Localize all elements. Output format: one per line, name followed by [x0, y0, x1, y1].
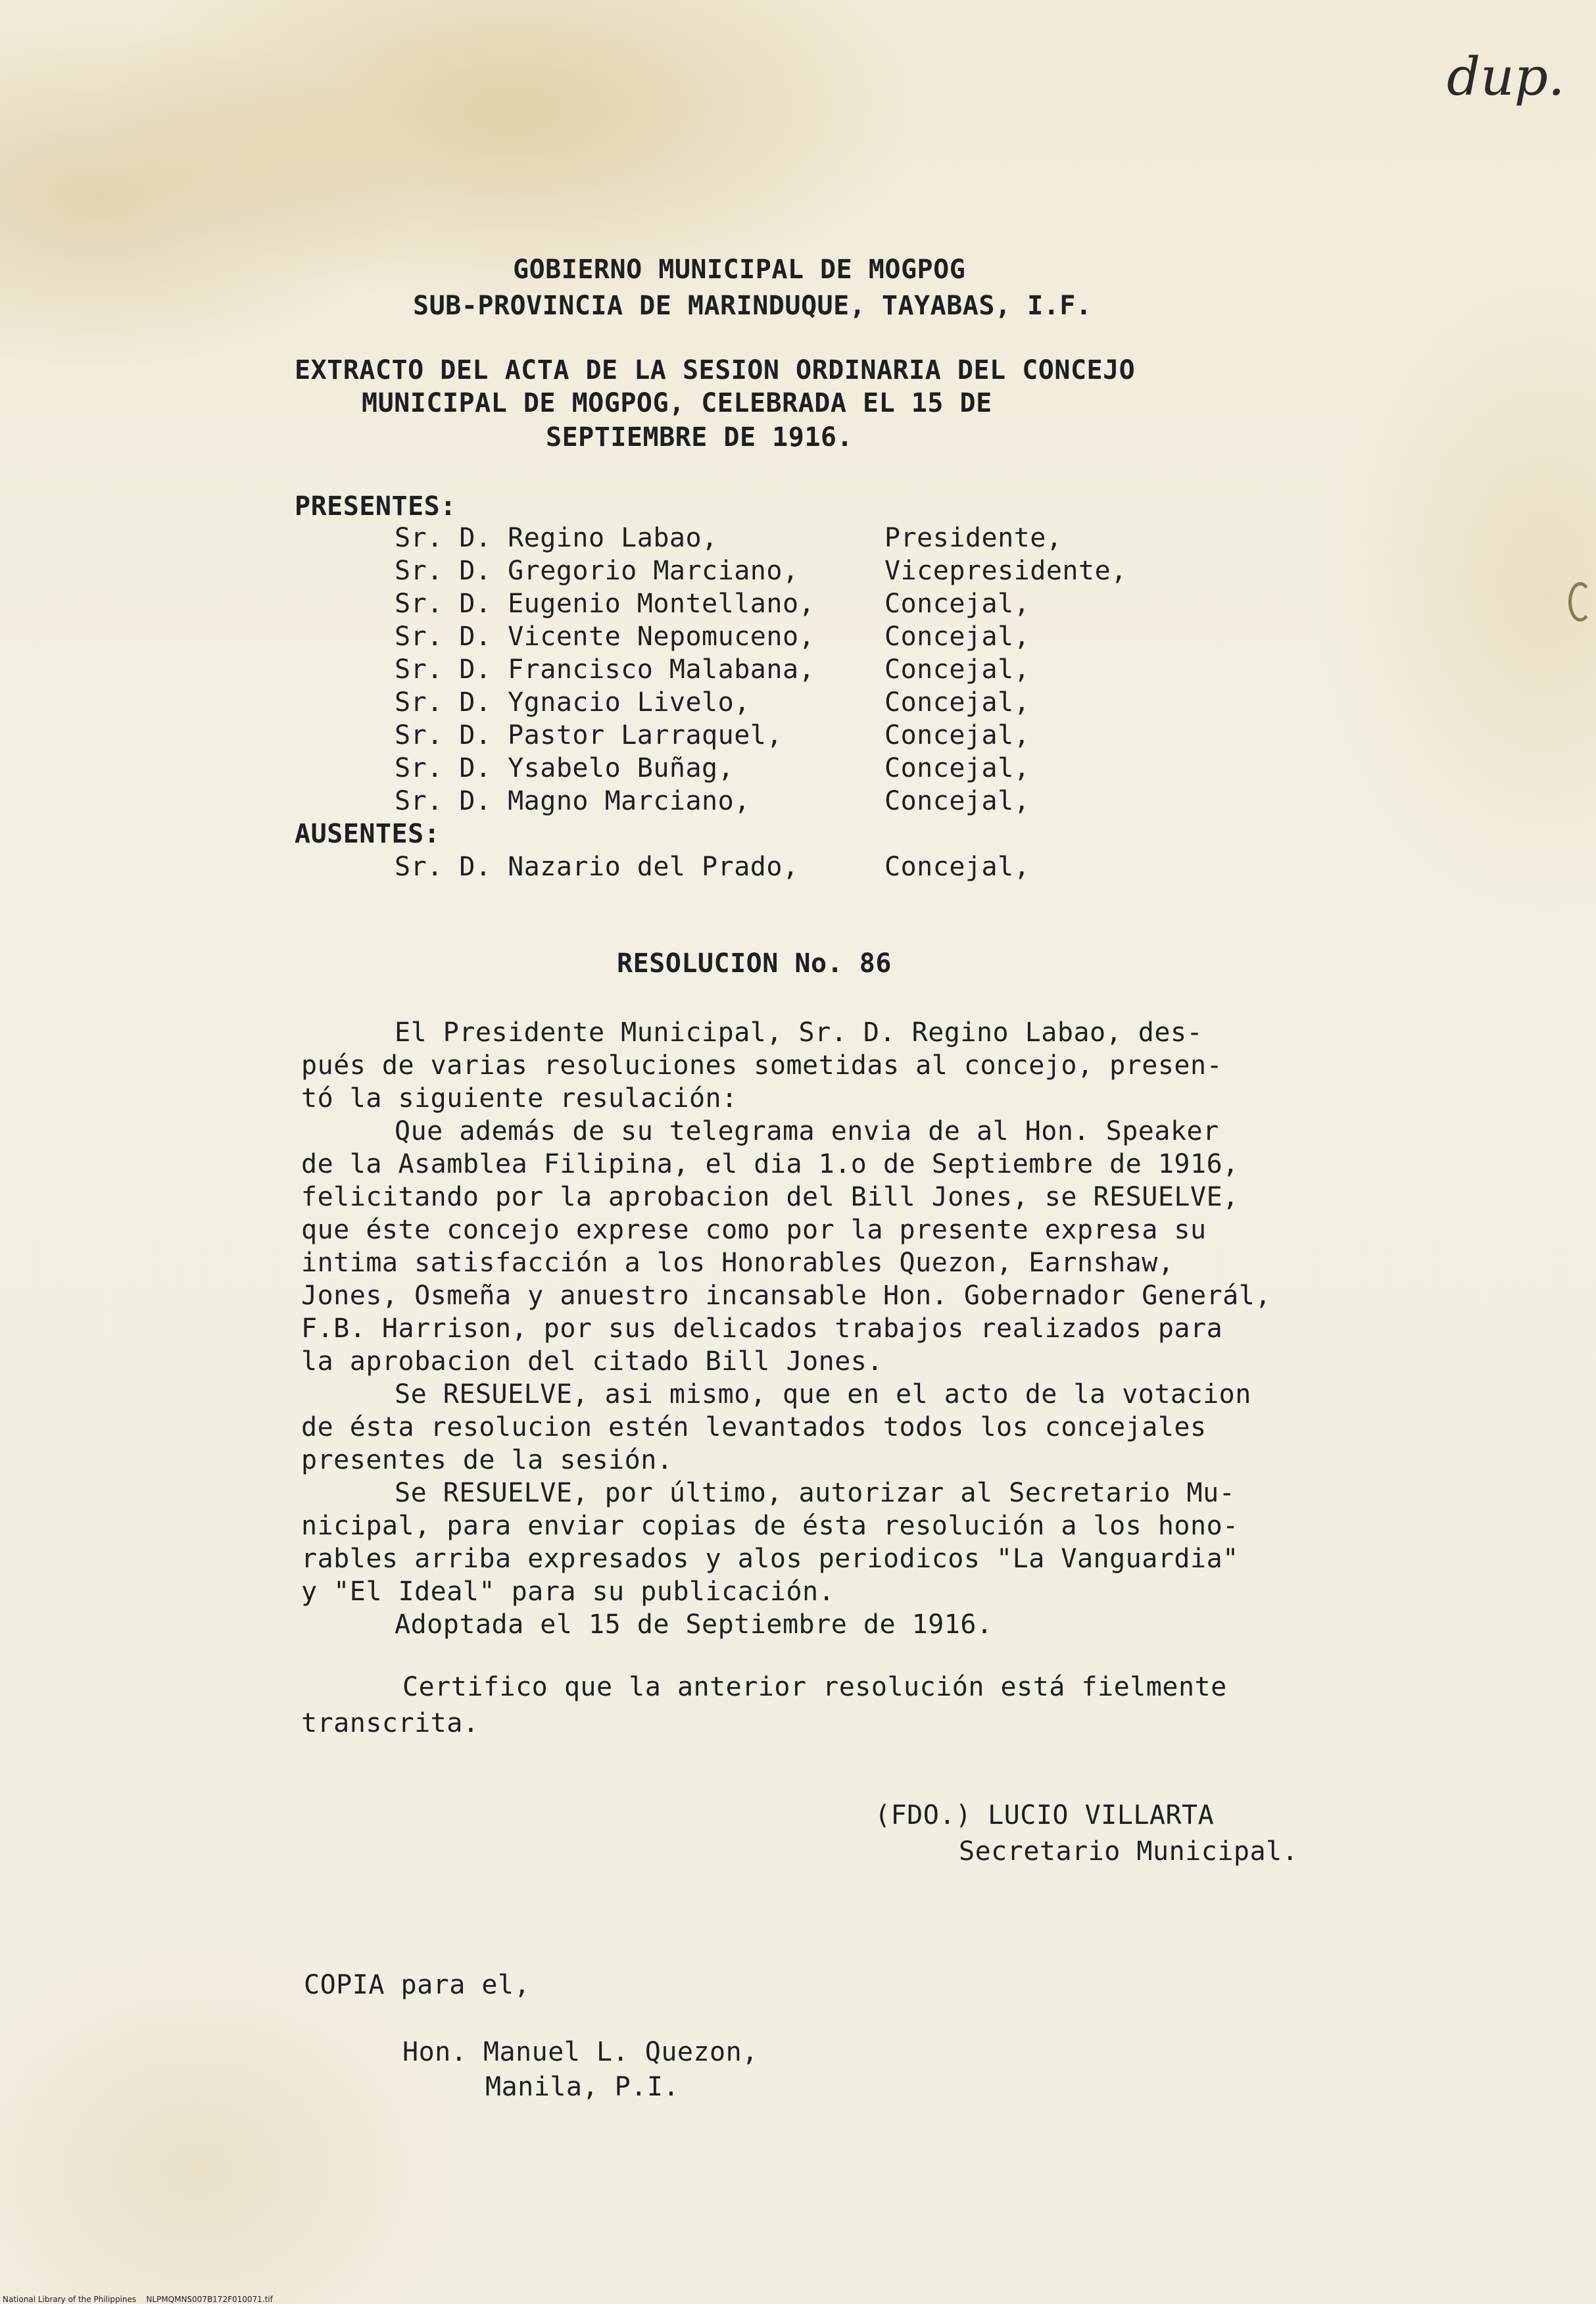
present-name: Sr. D. Gregorio Marciano,	[395, 556, 799, 586]
resolution-line: que éste concejo exprese como por la presente expresa su	[301, 1215, 1207, 1245]
resolution-line: de la Asamblea Filipina, el dia 1.o de Septiembre de 1916,	[301, 1149, 1239, 1179]
signature-title: Secretario Municipal.	[959, 1836, 1299, 1867]
resolution-title: RESOLUCION No. 86	[617, 948, 892, 979]
resolution-line: presentes de la sesión.	[301, 1445, 673, 1475]
resolution-line: intima satisfacción a los Honorables Quezon, Earnshaw,	[301, 1248, 1174, 1278]
header-line-2: SUB-PROVINCIA DE MARINDUQUE, TAYABAS, I.F.	[413, 291, 1092, 321]
resolution-line: El Presidente Municipal, Sr. D. Regino Labao, des-	[395, 1017, 1203, 1048]
present-name: Sr. D. Vicente Nepomuceno,	[395, 622, 815, 652]
resolution-line: la aprobacion del citado Bill Jones.	[301, 1346, 883, 1377]
resolution-line: felicitando por la aprobacion del Bill Jones, se RESUELVE,	[301, 1182, 1239, 1212]
present-role: Concejal,	[884, 753, 1030, 783]
present-role: Concejal,	[884, 720, 1030, 750]
copy-address: Manila, P.I.	[485, 2072, 679, 2102]
present-role: Presidente,	[884, 523, 1063, 553]
certification-line-1: Certifico que la anterior resolución está fielmente	[402, 1672, 1227, 1702]
header-line-1: GOBIERNO MUNICIPAL DE MOGPOG	[513, 255, 966, 285]
present-name: Sr. D. Pastor Larraquel,	[395, 720, 783, 750]
resolution-line: Adoptada el 15 de Septiembre de 1916.	[395, 1609, 993, 1640]
present-label: PRESENTES:	[295, 491, 456, 522]
resolution-line: pués de varias resoluciones sometidas al concejo, presen-	[301, 1050, 1223, 1081]
present-role: Concejal,	[884, 589, 1030, 619]
resolution-line: Se RESUELVE, asi mismo, que en el acto de la votacion	[395, 1379, 1251, 1409]
present-name: Sr. D. Magno Marciano,	[395, 786, 750, 816]
present-name: Sr. D. Ysabelo Buñag,	[395, 753, 735, 783]
present-role: Concejal,	[884, 654, 1030, 685]
resolution-line: Que además de su telegrama envia de al Hon. Speaker	[395, 1116, 1219, 1146]
copy-label: COPIA para el,	[304, 1970, 531, 2000]
copy-recipient: Hon. Manuel L. Quezon,	[402, 2037, 758, 2067]
resolution-line: Jones, Osmeña y anuestro incansable Hon. Gobernador Generál,	[301, 1281, 1271, 1311]
present-name: Sr. D. Francisco Malabana,	[395, 654, 815, 685]
extract-line-2: MUNICIPAL DE MOGPOG, CELEBRADA EL 15 DE	[362, 388, 992, 418]
margin-annotation: dup.	[1447, 46, 1565, 107]
absent-name: Sr. D. Nazario del Prado,	[395, 852, 799, 882]
present-name: Sr. D. Regino Labao,	[395, 523, 718, 553]
signature-name: (FDO.) LUCIO VILLARTA	[875, 1800, 1215, 1830]
present-role: Concejal,	[884, 622, 1030, 652]
resolution-line: nicipal, para enviar copias de ésta resolución a los hono-	[301, 1511, 1239, 1541]
resolution-line: de ésta resolucion estén levantados todos los concejales	[301, 1412, 1207, 1442]
paper-edge-mark	[1568, 582, 1592, 622]
absent-role: Concejal,	[884, 852, 1030, 882]
resolution-line: F.B. Harrison, por sus delicados trabajos realizados para	[301, 1313, 1223, 1344]
resolution-line: tó la siguiente resulación:	[301, 1083, 738, 1114]
absent-label: AUSENTES:	[295, 819, 441, 849]
present-role: Concejal,	[884, 687, 1030, 718]
resolution-line: rables arriba expresados y alos periodicos "La Vanguardia"	[301, 1544, 1239, 1574]
extract-line-3: SEPTIEMBRE DE 1916.	[546, 422, 854, 453]
present-role: Concejal,	[884, 786, 1030, 816]
certification-line-2: transcrita.	[301, 1708, 479, 1738]
resolution-line: y "El Ideal" para su publicación.	[301, 1577, 835, 1607]
extract-line-1: EXTRACTO DEL ACTA DE LA SESION ORDINARIA DEL CONCEJO	[295, 355, 1136, 385]
scan-footer: National Library of the Philippines NLPMQMNS007B172F010071.tif	[3, 2295, 273, 2304]
resolution-line: Se RESUELVE, por último, autorizar al Secretario Mu-	[395, 1478, 1236, 1508]
present-role: Vicepresidente,	[884, 556, 1127, 586]
present-name: Sr. D. Eugenio Montellano,	[395, 589, 815, 619]
present-name: Sr. D. Ygnacio Livelo,	[395, 687, 750, 718]
